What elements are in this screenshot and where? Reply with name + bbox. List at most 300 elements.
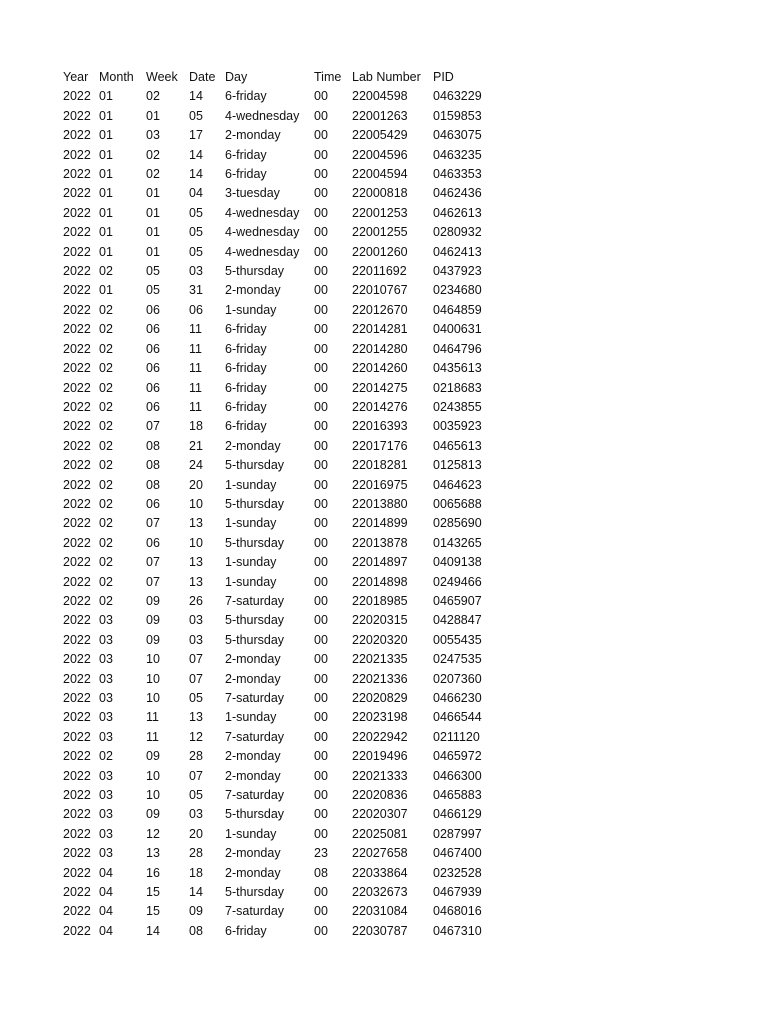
cell-year: 2022	[63, 458, 91, 473]
cell-year: 2022	[63, 167, 91, 182]
cell-year: 2022	[63, 128, 91, 143]
cell-week: 06	[146, 496, 160, 511]
cell-date: 05	[189, 788, 203, 803]
cell-date: 26	[189, 593, 203, 608]
cell-week: 09	[146, 593, 160, 608]
cell-week: 07	[146, 419, 160, 434]
cell-week: 01	[146, 225, 160, 240]
cell-day: 1-sunday	[225, 710, 277, 725]
cell-pid: 0035923	[433, 419, 482, 434]
cell-year: 2022	[63, 399, 91, 414]
table-row	[63, 767, 503, 786]
cell-week: 01	[146, 108, 160, 123]
cell-date: 13	[189, 710, 203, 725]
cell-date: 05	[189, 205, 203, 220]
cell-pid: 0143265	[433, 535, 482, 550]
cell-date: 05	[189, 244, 203, 259]
cell-time: 00	[314, 768, 328, 783]
cell-lab-number: 22016975	[352, 477, 408, 492]
table-row	[63, 320, 503, 339]
table-row	[63, 184, 503, 203]
column-header-day: Day	[225, 70, 248, 84]
cell-year: 2022	[63, 768, 91, 783]
cell-time: 00	[314, 826, 328, 841]
cell-pid: 0211120	[433, 729, 480, 744]
cell-pid: 0467400	[433, 846, 482, 861]
cell-day: 6-friday	[225, 322, 267, 337]
cell-lab-number: 22020320	[352, 632, 408, 647]
cell-date: 28	[189, 846, 203, 861]
cell-month: 01	[99, 244, 113, 259]
cell-week: 10	[146, 691, 160, 705]
cell-time: 00	[314, 147, 328, 162]
cell-year: 2022	[63, 749, 91, 764]
cell-time: 00	[314, 167, 328, 182]
cell-day: 2-monday	[225, 671, 281, 686]
cell-date: 05	[189, 691, 203, 705]
cell-month: 01	[99, 147, 113, 162]
cell-lab-number: 22004594	[352, 167, 408, 182]
cell-pid: 0464623	[433, 477, 482, 492]
cell-pid: 0287997	[433, 826, 482, 841]
cell-week: 07	[146, 574, 160, 589]
cell-day: 1-sunday	[225, 555, 277, 570]
cell-time: 00	[314, 574, 328, 589]
cell-day: 2-monday	[225, 768, 281, 783]
cell-date: 28	[189, 749, 203, 764]
cell-pid: 0465613	[433, 438, 482, 453]
cell-lab-number: 22033864	[352, 865, 408, 880]
cell-time: 00	[314, 108, 328, 123]
cell-year: 2022	[63, 283, 91, 298]
cell-month: 04	[99, 885, 113, 900]
cell-pid: 0466129	[433, 807, 482, 822]
cell-month: 02	[99, 749, 113, 764]
cell-year: 2022	[63, 574, 91, 589]
cell-lab-number: 22020315	[352, 613, 408, 628]
cell-date: 20	[189, 826, 203, 841]
cell-week: 06	[146, 535, 160, 550]
column-header-time: Time	[314, 70, 342, 84]
cell-lab-number: 22001253	[352, 205, 408, 220]
cell-month: 02	[99, 399, 113, 414]
cell-day: 4-wednesday	[225, 225, 300, 240]
cell-time: 00	[314, 496, 328, 511]
cell-month: 03	[99, 632, 113, 647]
cell-month: 02	[99, 535, 113, 550]
cell-month: 04	[99, 904, 113, 919]
cell-year: 2022	[63, 613, 91, 628]
cell-month: 01	[99, 186, 113, 201]
cell-year: 2022	[63, 729, 91, 744]
cell-pid: 0463229	[433, 89, 482, 104]
cell-date: 06	[189, 302, 203, 317]
cell-pid: 0463235	[433, 147, 482, 162]
cell-date: 21	[189, 438, 203, 453]
cell-week: 10	[146, 788, 160, 803]
cell-week: 06	[146, 302, 160, 317]
cell-time: 23	[314, 846, 328, 861]
cell-pid: 0207360	[433, 671, 482, 686]
cell-pid: 0462613	[433, 205, 482, 220]
cell-time: 00	[314, 128, 328, 143]
column-header-date: Date	[189, 70, 216, 84]
cell-lab-number: 22001263	[352, 108, 408, 123]
cell-month: 01	[99, 128, 113, 143]
cell-pid: 0468016	[433, 904, 482, 919]
cell-month: 02	[99, 302, 113, 317]
cell-year: 2022	[63, 923, 91, 938]
cell-lab-number: 22018985	[352, 593, 408, 608]
cell-time: 00	[314, 923, 328, 938]
cell-lab-number: 22000818	[352, 186, 408, 201]
cell-year: 2022	[63, 710, 91, 725]
cell-day: 3-tuesday	[225, 186, 280, 201]
cell-month: 01	[99, 225, 113, 240]
cell-date: 10	[189, 496, 203, 511]
cell-pid: 0463353	[433, 167, 482, 182]
cell-day: 6-friday	[225, 419, 267, 434]
cell-week: 11	[146, 729, 159, 744]
table-row	[63, 747, 503, 766]
cell-date: 11	[189, 361, 202, 376]
cell-time: 00	[314, 244, 328, 259]
cell-year: 2022	[63, 535, 91, 550]
cell-date: 10	[189, 535, 203, 550]
cell-week: 13	[146, 846, 160, 861]
cell-month: 03	[99, 671, 113, 686]
cell-time: 00	[314, 691, 328, 705]
cell-day: 5-thursday	[225, 458, 285, 473]
data-table	[63, 68, 503, 941]
cell-day: 7-saturday	[225, 729, 285, 744]
cell-lab-number: 22032673	[352, 885, 408, 900]
cell-day: 4-wednesday	[225, 108, 300, 123]
table-body	[63, 87, 503, 941]
cell-day: 6-friday	[225, 147, 267, 162]
column-header-pid: PID	[433, 70, 454, 84]
cell-week: 10	[146, 671, 160, 686]
cell-month: 03	[99, 807, 113, 822]
cell-pid: 0125813	[433, 458, 482, 473]
cell-date: 03	[189, 632, 203, 647]
cell-date: 31	[189, 283, 203, 298]
cell-lab-number: 22014276	[352, 399, 408, 414]
cell-time: 00	[314, 652, 328, 667]
cell-week: 12	[146, 826, 160, 841]
table-row	[63, 825, 503, 844]
cell-week: 06	[146, 341, 160, 356]
cell-week: 09	[146, 749, 160, 764]
cell-pid: 0243855	[433, 399, 482, 414]
cell-time: 00	[314, 399, 328, 414]
cell-time: 00	[314, 885, 328, 900]
cell-time: 00	[314, 380, 328, 395]
cell-pid: 0465907	[433, 593, 482, 608]
table-row	[63, 728, 503, 747]
cell-week: 10	[146, 768, 160, 783]
cell-lab-number: 22031084	[352, 904, 408, 919]
cell-date: 07	[189, 652, 203, 667]
cell-date: 09	[189, 904, 203, 919]
cell-week: 02	[146, 89, 160, 104]
cell-pid: 0462413	[433, 244, 482, 259]
cell-time: 00	[314, 225, 328, 240]
cell-month: 03	[99, 613, 113, 628]
cell-month: 03	[99, 768, 113, 783]
cell-time: 00	[314, 710, 328, 725]
cell-time: 08	[314, 865, 328, 880]
table-row	[63, 670, 503, 689]
cell-date: 13	[189, 516, 203, 531]
table-row	[63, 805, 503, 824]
cell-day: 7-saturday	[225, 904, 285, 919]
cell-year: 2022	[63, 322, 91, 337]
cell-day: 2-monday	[225, 283, 281, 298]
cell-pid: 0285690	[433, 516, 482, 531]
cell-month: 04	[99, 923, 113, 938]
cell-lab-number: 22030787	[352, 923, 408, 938]
cell-pid: 0463075	[433, 128, 482, 143]
cell-day: 2-monday	[225, 846, 281, 861]
cell-date: 18	[189, 419, 203, 434]
cell-day: 6-friday	[225, 380, 267, 395]
cell-date: 14	[189, 167, 203, 182]
table-row	[63, 495, 503, 514]
cell-week: 08	[146, 458, 160, 473]
cell-date: 18	[189, 865, 203, 880]
cell-day: 1-sunday	[225, 516, 277, 531]
cell-date: 04	[189, 186, 203, 201]
cell-month: 02	[99, 322, 113, 337]
table-row	[63, 301, 503, 320]
cell-time: 00	[314, 341, 328, 356]
cell-time: 00	[314, 283, 328, 298]
cell-month: 01	[99, 205, 113, 220]
cell-lab-number: 22016393	[352, 419, 408, 434]
cell-lab-number: 22020307	[352, 807, 408, 822]
cell-month: 02	[99, 438, 113, 453]
table-row	[63, 223, 503, 242]
cell-year: 2022	[63, 671, 91, 686]
cell-day: 4-wednesday	[225, 205, 300, 220]
cell-year: 2022	[63, 361, 91, 376]
cell-day: 5-thursday	[225, 807, 285, 822]
cell-month: 01	[99, 167, 113, 182]
cell-day: 5-thursday	[225, 496, 285, 511]
cell-month: 02	[99, 555, 113, 570]
cell-time: 00	[314, 729, 328, 744]
cell-pid: 0464796	[433, 341, 482, 356]
cell-year: 2022	[63, 205, 91, 220]
cell-lab-number: 22004598	[352, 89, 408, 104]
cell-pid: 0247535	[433, 652, 482, 667]
cell-lab-number: 22014260	[352, 361, 408, 376]
cell-month: 02	[99, 574, 113, 589]
cell-week: 06	[146, 322, 160, 337]
cell-month: 01	[99, 108, 113, 123]
cell-time: 00	[314, 89, 328, 104]
cell-week: 11	[146, 710, 159, 725]
table-header-row	[63, 68, 503, 87]
table-row	[63, 476, 503, 495]
cell-week: 01	[146, 244, 160, 259]
cell-day: 6-friday	[225, 361, 267, 376]
cell-date: 14	[189, 885, 203, 900]
table-row	[63, 107, 503, 126]
table-row	[63, 592, 503, 611]
cell-year: 2022	[63, 516, 91, 531]
cell-month: 01	[99, 89, 113, 104]
cell-time: 00	[314, 788, 328, 803]
table-row	[63, 456, 503, 475]
cell-year: 2022	[63, 186, 91, 201]
cell-pid: 0466230	[433, 691, 482, 705]
cell-date: 14	[189, 147, 203, 162]
cell-month: 02	[99, 477, 113, 492]
table-row	[63, 146, 503, 165]
table-row	[63, 165, 503, 184]
cell-pid: 0400631	[433, 322, 482, 337]
cell-lab-number: 22022942	[352, 729, 408, 744]
cell-date: 11	[189, 322, 202, 337]
cell-year: 2022	[63, 904, 91, 919]
table-row	[63, 553, 503, 572]
cell-day: 6-friday	[225, 341, 267, 356]
table-row	[63, 514, 503, 533]
table-row	[63, 786, 503, 805]
cell-year: 2022	[63, 865, 91, 880]
cell-year: 2022	[63, 496, 91, 511]
cell-year: 2022	[63, 264, 91, 279]
cell-day: 5-thursday	[225, 613, 285, 628]
cell-day: 1-sunday	[225, 826, 277, 841]
cell-month: 03	[99, 826, 113, 841]
cell-lab-number: 22013880	[352, 496, 408, 511]
cell-pid: 0467310	[433, 923, 482, 938]
cell-pid: 0159853	[433, 108, 482, 123]
cell-month: 02	[99, 264, 113, 279]
cell-time: 00	[314, 477, 328, 492]
cell-month: 02	[99, 380, 113, 395]
table-row	[63, 922, 503, 941]
cell-lab-number: 22012670	[352, 302, 408, 317]
cell-time: 00	[314, 807, 328, 822]
cell-date: 03	[189, 807, 203, 822]
cell-week: 15	[146, 904, 160, 919]
cell-week: 01	[146, 205, 160, 220]
cell-week: 10	[146, 652, 160, 667]
cell-week: 06	[146, 380, 160, 395]
cell-lab-number: 22020836	[352, 788, 408, 803]
cell-week: 05	[146, 264, 160, 279]
cell-month: 01	[99, 283, 113, 298]
cell-month: 03	[99, 846, 113, 861]
cell-year: 2022	[63, 846, 91, 861]
cell-date: 05	[189, 225, 203, 240]
cell-date: 17	[189, 128, 203, 143]
cell-time: 00	[314, 613, 328, 628]
cell-week: 09	[146, 632, 160, 647]
cell-time: 00	[314, 438, 328, 453]
cell-month: 03	[99, 788, 113, 803]
cell-year: 2022	[63, 341, 91, 356]
cell-lab-number: 22014280	[352, 341, 408, 356]
cell-month: 02	[99, 516, 113, 531]
cell-date: 03	[189, 264, 203, 279]
cell-day: 5-thursday	[225, 885, 285, 900]
cell-year: 2022	[63, 807, 91, 822]
table-row	[63, 902, 503, 921]
cell-month: 04	[99, 865, 113, 880]
table-row	[63, 611, 503, 630]
cell-lab-number: 22001260	[352, 244, 408, 259]
cell-date: 12	[189, 729, 203, 744]
cell-year: 2022	[63, 147, 91, 162]
cell-week: 07	[146, 516, 160, 531]
cell-time: 00	[314, 535, 328, 550]
cell-lab-number: 22025081	[352, 826, 408, 841]
cell-year: 2022	[63, 380, 91, 395]
cell-week: 08	[146, 477, 160, 492]
cell-date: 13	[189, 555, 203, 570]
table-row	[63, 398, 503, 417]
cell-day: 7-saturday	[225, 788, 285, 803]
cell-year: 2022	[63, 89, 91, 104]
cell-day: 2-monday	[225, 128, 281, 143]
cell-year: 2022	[63, 788, 91, 803]
cell-week: 09	[146, 807, 160, 822]
column-header-week: Week	[146, 70, 178, 84]
cell-pid: 0462436	[433, 186, 482, 201]
cell-date: 08	[189, 923, 203, 938]
cell-year: 2022	[63, 225, 91, 240]
cell-pid: 0465972	[433, 749, 482, 764]
cell-week: 15	[146, 885, 160, 900]
cell-lab-number: 22004596	[352, 147, 408, 162]
table-row	[63, 262, 503, 281]
cell-pid: 0232528	[433, 865, 482, 880]
cell-date: 11	[189, 341, 202, 356]
cell-pid: 0466300	[433, 768, 482, 783]
cell-date: 11	[189, 380, 202, 395]
cell-pid: 0437923	[433, 264, 482, 279]
cell-month: 03	[99, 652, 113, 667]
cell-day: 4-wednesday	[225, 244, 300, 259]
cell-pid: 0435613	[433, 361, 482, 376]
table-row	[63, 126, 503, 145]
table-row	[63, 437, 503, 456]
cell-time: 00	[314, 322, 328, 337]
table-row	[63, 573, 503, 592]
cell-year: 2022	[63, 438, 91, 453]
table-row	[63, 844, 503, 863]
cell-date: 14	[189, 89, 203, 104]
cell-year: 2022	[63, 302, 91, 317]
cell-pid: 0218683	[433, 380, 482, 395]
cell-week: 14	[146, 923, 160, 938]
cell-year: 2022	[63, 652, 91, 667]
cell-date: 20	[189, 477, 203, 492]
cell-year: 2022	[63, 826, 91, 841]
cell-lab-number: 22010767	[352, 283, 408, 298]
cell-lab-number: 22020829	[352, 691, 408, 705]
cell-lab-number: 22005429	[352, 128, 408, 143]
table-row	[63, 864, 503, 883]
cell-lab-number: 22021335	[352, 652, 408, 667]
cell-lab-number: 22014275	[352, 380, 408, 395]
cell-month: 02	[99, 458, 113, 473]
